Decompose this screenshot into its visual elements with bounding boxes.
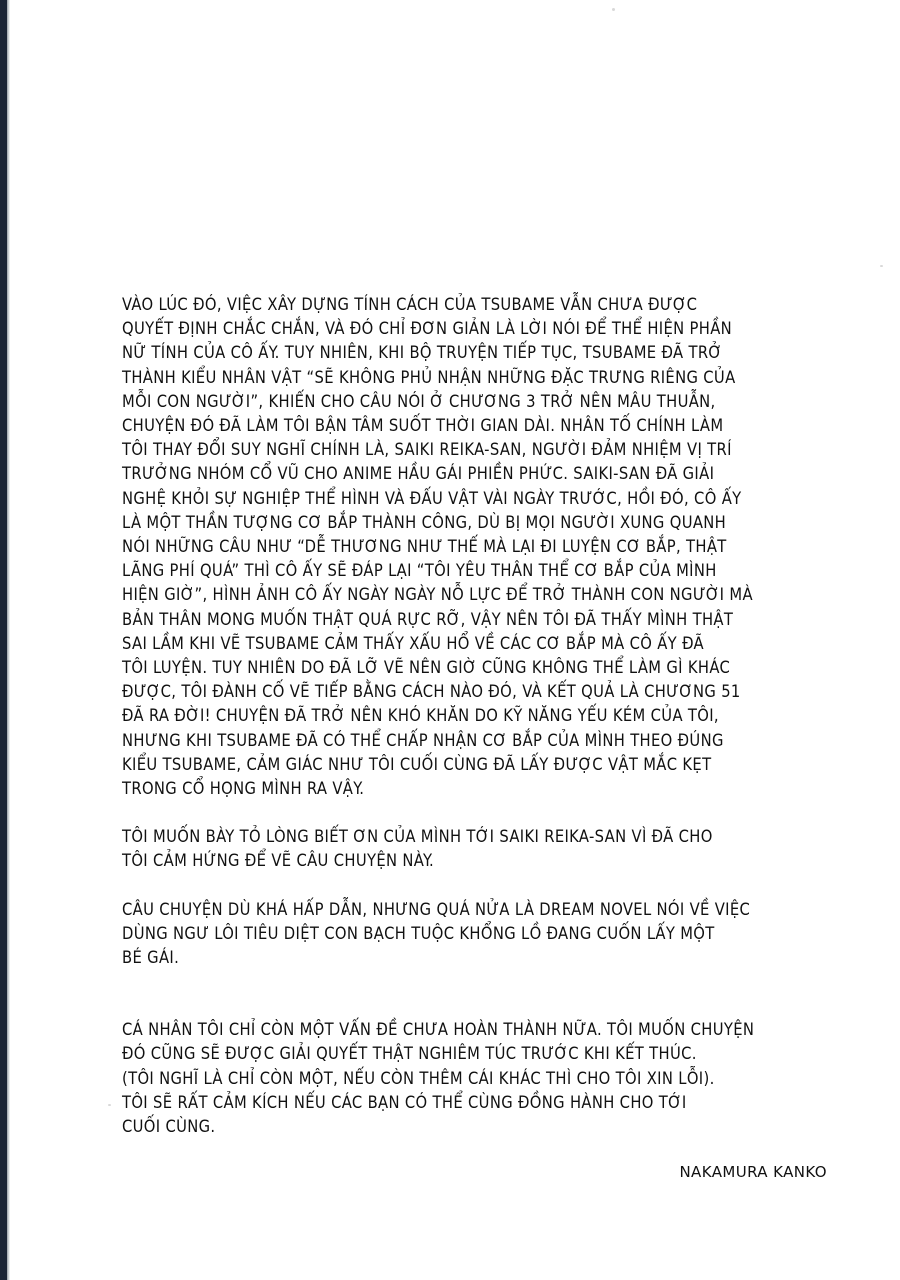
author-signature: NAKAMURA KANKO [679,1163,827,1181]
page-edge-shadow [7,0,10,1280]
paragraph-3: CÂU CHUYỆN DÙ KHÁ HẤP DẪN, NHƯNG QUÁ NỬA LÀ DREAM NOVEL NÓI VỀ VIỆC DÙNG NGƯ LÔI TIÊU DIỆT CON BẠCH TUỘC KHỔNG LỒ ĐANG CUỐN LẤY MỘT BÉ GÁI. [122,899,751,968]
paragraph-4: CÁ NHÂN TÔI CHỈ CÒN MỘT VẤN ĐỀ CHƯA HOÀN THÀNH NỮA. TÔI MUỐN CHUYỆN ĐÓ CŨNG SẼ ĐƯỢC GIẢI QUYẾT THẬT NGHIÊM TÚC TRƯỚC KHI KẾT THÚC. (TÔI NGHĨ LÀ CHỈ CÒN MỘT, NẾU CÒN THÊM CÁI KHÁC THÌ CHO TÔI XIN LỖI). TÔI SẼ RẤT CẢM KÍCH NẾU CÁC BẠN CÓ THỂ CÙNG ĐỒNG HÀNH CHO TỚI CUỐI CÙNG. [122,1020,755,1137]
afterword-text [122,293,842,1139]
page-edge [0,0,7,1280]
scan-speck [108,1104,111,1106]
scan-speck [612,8,615,11]
scan-speck [880,265,883,267]
paragraph-1: VÀO LÚC ĐÓ, VIỆC XÂY DỰNG TÍNH CÁCH CỦA TSUBAME VẪN CHƯA ĐƯỢC QUYẾT ĐỊNH CHẮC CHẮN, VÀ ĐÓ CHỈ ĐƠN GIẢN LÀ LỜI NÓI ĐỂ THỂ HIỆN PHẦN NỮ TÍNH CỦA CÔ ẤY. TUY NHIÊN, KHI BỘ TRUYỆN TIẾP TỤC, TSUBAME ĐÃ TRỞ THÀNH KIỂU NHÂN VẬT “SẼ KHÔNG PHỦ NHẬN NHỮNG ĐẶC TRƯNG RIÊNG CỦA MỖI CON NGƯỜI”, KHIẾN CHO CÂU NÓI Ở CHƯƠNG 3 TRỞ NÊN MÂU THUẪN, CHUYỆN ĐÓ ĐÃ LÀM TÔI BẬN TÂM SUỐT THỜI GIAN DÀI. NHÂN TỐ CHÍNH LÀM TÔI THAY ĐỔI SUY NGHĨ CHÍNH LÀ, SAIKI REIKA-SAN, NGƯỜI ĐẢM NHIỆM VỊ TRÍ TRƯỞNG NHÓM CỔ VŨ CHO ANIME HẦU GÁI PHIỀN PHỨC. SAIKI-SAN ĐÃ GIẢI NGHỆ KHỎI SỰ NGHIỆP THỂ HÌNH VÀ ĐẤU VẬT VÀI NGÀY TRƯỚC, HỒI ĐÓ, CÔ ẤY LÀ MỘT THẦN TƯỢNG CƠ BẮP THÀNH CÔNG, DÙ BỊ MỌI NGƯỜI XUNG QUANH NÓI NHỮNG CÂU NHƯ “DỄ THƯƠNG NHƯ THẾ MÀ LẠI ĐI LUYỆN CƠ BẮP, THẬT LÃNG PHÍ QUÁ” THÌ CÔ ẤY SẼ ĐÁP LẠI “TÔI YÊU THÂN THỂ CƠ BẮP CỦA MÌNH HIỆN GIỜ”, HÌNH ẢNH CÔ ẤY NGÀY NGÀY NỖ LỰC ĐỂ TRỞ THÀNH CON NGƯỜI MÀ BẢN THÂN MONG MUỐN THẬT QUÁ RỰC RỠ, VẬY NÊN TÔI ĐÃ THẤY MÌNH THẬT SAI LẦM KHI VẼ TSUBAME CẢM THẤY XẤU HỔ VỀ CÁC CƠ BẮP MÀ CÔ ẤY ĐÃ TÔI LUYỆN. TUY NHIÊN DO ĐÃ LỠ VẼ NÊN GIỜ CŨNG KHÔNG THỂ LÀM GÌ KHÁC ĐƯỢC, TÔI ĐÀNH CỐ VẼ TIẾP BẰNG CÁCH NÀO ĐÓ, VÀ KẾT QUẢ LÀ CHƯƠNG 51 ĐÃ RA ĐỜI! CHUYỆN ĐÃ TRỞ NÊN KHÓ KHĂN DO KỸ NĂNG YẾU KÉM CỦA TÔI, NHƯNG KHI TSUBAME ĐÃ CÓ THỂ CHẤP NHẬN CƠ BẮP CỦA MÌNH THEO ĐÚNG KIỂU TSUBAME, CẢM GIÁC NHƯ TÔI CUỐI CÙNG ĐÃ LẤY ĐƯỢC VẬT MẮC KẸT TRONG CỔ HỌNG MÌNH RA VẬY. [122,295,753,799]
paragraph-2: TÔI MUỐN BÀY TỎ LÒNG BIẾT ƠN CỦA MÌNH TỚI SAIKI REIKA-SAN VÌ ĐÃ CHO TÔI CẢM HỨNG ĐỂ VẼ CÂU CHUYỆN NÀY. [122,827,713,871]
